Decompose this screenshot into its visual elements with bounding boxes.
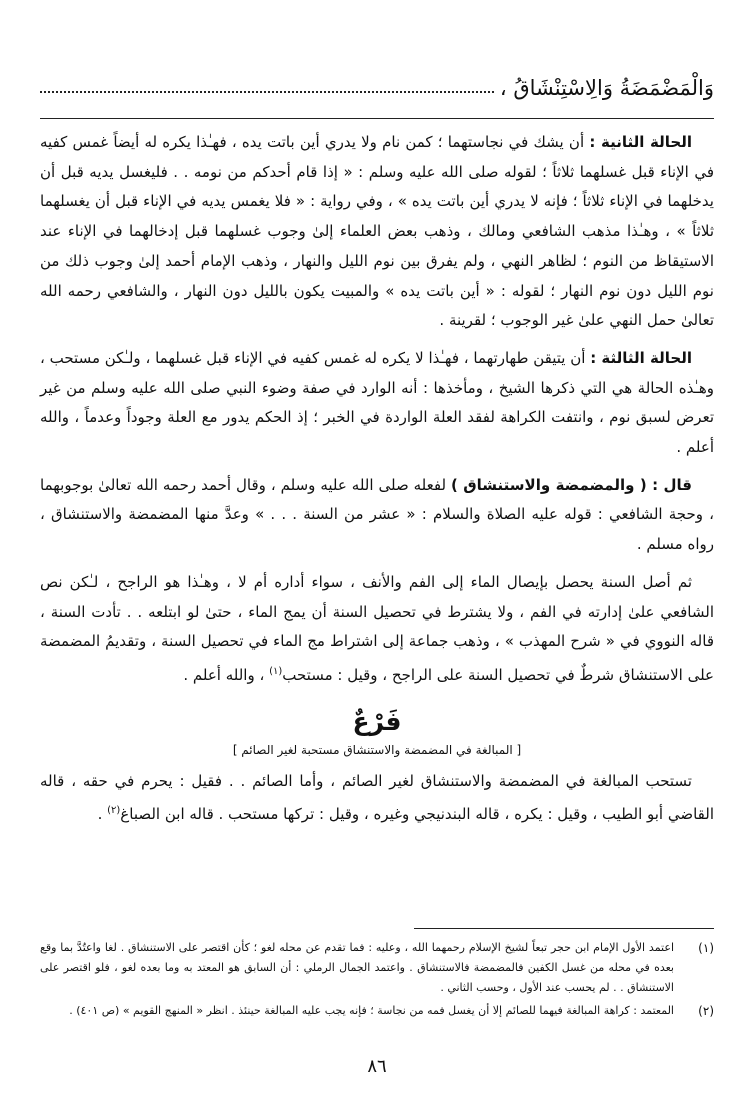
paragraph-text: تستحب المبالغة في المضمضة والاستنشاق لغير الصائم ، وأما الصائم . . فقيل : يحرم في حقه ، قاله القاضي أبو الطيب ، وقيل : يكره ، قاله البندنيجي وغيره ، وقيل : تركها مستحب . قاله ابن الصباغ	[40, 771, 714, 824]
section-subtitle: [ المبالغة في المضمضة والاستنشاق مستحبة لغير الصائم ]	[232, 742, 522, 757]
paragraph-text: أن يتيقن طهارتهما ، فهـٰذا لا يكره له غمس كفيه في الإناء قبل غسلهما ، ولـٰكن مستحب ، وهـٰذه الحالة هي التي ذكرها الشيخ ، ومأخذها : أنه الوارد في صفة وضوء النبي صلى الله عليه وسلم من غير تعرض لسبق نوم ، وانتفت الكراهة لفقد العلة الواردة في الخبر ؛ إذ الحكم يدور مع العلة وجوداً وعدماً ، والله أعلم .	[40, 348, 714, 457]
running-header	[40, 72, 714, 104]
paragraph-lead: الحالة الثالثة :	[590, 348, 692, 367]
footnote-number: (١)	[698, 941, 714, 955]
footnote-marker: (١)	[269, 665, 283, 677]
paragraph-madmada	[40, 471, 714, 560]
paragraph-text: أن يشك في نجاستهما ؛ كمن نام ولا يدري أين باتت يده ، فهـٰذا يكره له أيضاً غمس كفيه في الإناء قبل غسلهما ثلاثاً ؛ لقوله صلى الله عليه وسلم : « إذا قام أحدكم من نومه . . فليغسل يديه قبل أن يدخلهما في الإناء ثلاثاً ؛ فإنه لا يدري أين باتت يده » ، وفي رواية : « فلا يغمس يديه في الإناء قبل أن يغسلهما ثلاثاً » ، وهـٰذا مذهب الشافعي ومالك ، وذهب بعض العلماء إلىٰ وجوب غسلهما قبل إدخالهما في الإناء عند الاستيقاظ من النوم ؛ لظاهر النهي ، ولم يفرق بين نوم الليل والنهار ، وذهب الإمام أحمد إلىٰ وجوب ذلك من نوم الليل دون نوم النهار ؛ لقوله : « أين باتت يده » والمبيت يكون بالليل دون النهار ، والشافعي رحمه الله تعالىٰ حمل النهي علىٰ غير الوجوب ؛ لقرينة .	[40, 133, 714, 330]
paragraph-lead: الحالة الثانية :	[589, 133, 692, 151]
header-dotted-leader	[40, 91, 494, 93]
main-text	[40, 128, 714, 830]
paragraph-tail: ، والله أعلم .	[183, 665, 270, 684]
paragraph-lead: قال : ( والمضمضة والاستنشاق )	[450, 475, 692, 494]
footnote-text: المعتمد : كراهة المبالغة فيهما للصائم إلا أن يغسل فمه من نجاسة ؛ فإنه يجب عليه المبالغة حينئذ . انظر « المنهج القويم » (ص ٤٠١) .	[69, 1004, 674, 1017]
header-rule	[40, 118, 714, 119]
footnote-marker: (٢)	[107, 805, 121, 817]
paragraph-third-case	[40, 344, 714, 463]
paragraph-mubalagha	[40, 767, 714, 830]
footnote-text: اعتمد الأول الإمام ابن حجر تبعاً لشيخ الإسلام رحمهما الله ، وعليه : فما تقدم عن محله لغو ؛ كأن اقتصر على الاستنشاق . لغا واعتُدَّ بما وقع بعده في محله من غسل الكفين فالمضمضة فالاستنشاق . واعتمد الجمال الرملي : أن السابق هو المعتد به وما بعده لغو ، فلو اقتصر على الاستنشاق . . لم يحسب عند الأول ، وحسب الثاني .	[40, 941, 674, 994]
section-title: فَرْعٌ	[352, 706, 402, 736]
paragraph-text: لفعله صلى الله عليه وسلم ، وقال أحمد رحمه الله تعالىٰ بوجوبهما ، وحجة الشافعي : قوله عليه الصلاة والسلام : « عشر من السنة . . . » وعدَّ منها المضمضة والاستنشاق ، رواه مسلم .	[40, 475, 714, 554]
header-title: وَالْمَضْمَضَةُ وَالِاسْتِنْشَاقُ ،	[499, 76, 714, 100]
footnotes	[40, 938, 714, 1024]
footnote-number: (٢)	[698, 1004, 714, 1018]
footnote	[40, 1001, 714, 1021]
footnote-rule	[414, 928, 714, 929]
page-number: ٨٦	[367, 1056, 387, 1077]
paragraph-text: ثم أصل السنة يحصل بإيصال الماء إلى الفم والأنف ، سواء أداره أم لا ، وهـٰذا هو الراجح ، لـٰكن نص الشافعي علىٰ إدارته في الفم ، ولا يشترط في تحصيل السنة أن يمج الماء ، حتىٰ لو ابتلعه . . تأدت السنة ، قاله النووي في « شرح المهذب » ، وذهب جماعة إلى اشتراط مج الماء في تحصيل السنة ، وتقديمُ المضمضة على الاستنشاق شرطٌ في تحصيل السنة على الراجح ، وقيل : مستحب	[40, 572, 714, 684]
footnote	[40, 938, 714, 998]
paragraph-sunnah-origin	[40, 568, 714, 691]
paragraph-tail: .	[97, 805, 108, 824]
paragraph-second-case	[40, 128, 714, 336]
